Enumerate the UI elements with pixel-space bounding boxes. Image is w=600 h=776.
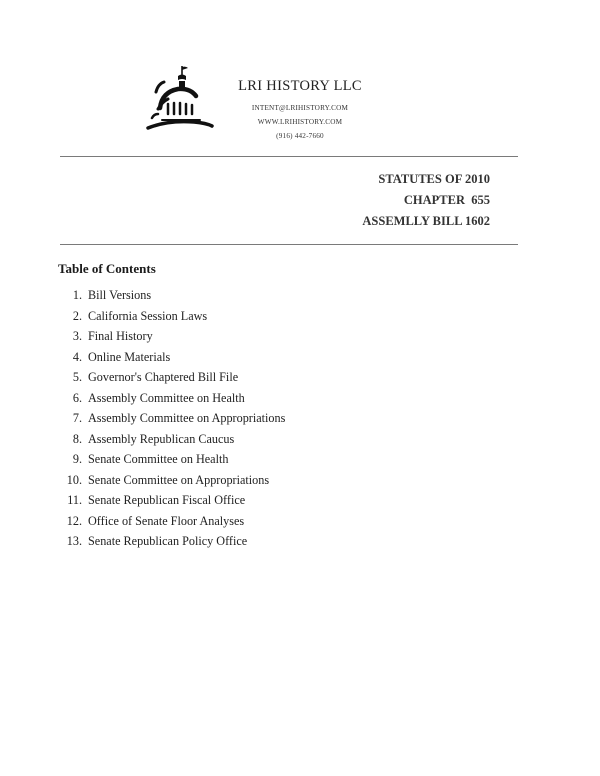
toc-item-number: 2. xyxy=(72,308,82,323)
toc-item-label: Bill Versions xyxy=(88,288,152,302)
toc-item xyxy=(58,531,285,552)
statute-block xyxy=(362,169,490,232)
toc-item xyxy=(58,449,285,470)
toc-item-number: 4. xyxy=(72,349,82,364)
statute-year: STATUTES OF 2010 xyxy=(378,172,490,186)
company-email: INTENT@LRIHISTORY.COM xyxy=(251,104,349,112)
toc-item-label: Assembly Committee on Appropriations xyxy=(88,411,286,425)
toc-item xyxy=(58,388,285,409)
statute-chapter: CHAPTER 655 xyxy=(403,193,490,207)
company-header xyxy=(210,78,390,143)
toc-item-number: 1. xyxy=(72,288,82,302)
company-phone: (916) 442-7660 xyxy=(276,132,324,140)
toc-item xyxy=(58,408,285,429)
toc-item-label: Online Materials xyxy=(88,349,171,364)
toc-item-label: Assembly Committee on Health xyxy=(88,390,245,405)
toc-item-label: California Session Laws xyxy=(88,308,208,323)
toc-item-number: 5. xyxy=(72,370,82,384)
toc-item xyxy=(58,326,285,347)
toc-item-number: 13. xyxy=(66,534,82,548)
toc-item xyxy=(58,285,285,306)
toc-item-number: 11. xyxy=(67,493,82,507)
statute-bill: ASSEMLLY BILL 1602 xyxy=(362,214,490,228)
toc-title: Table of Contents xyxy=(58,261,156,276)
toc-item xyxy=(58,511,285,532)
toc-item-number: 9. xyxy=(72,452,82,466)
top-divider xyxy=(60,156,518,157)
toc-item-label: Governor's Chaptered Bill File xyxy=(88,370,239,384)
toc-item-label: Final History xyxy=(88,329,153,343)
bottom-divider xyxy=(60,244,518,245)
toc-item-number: 10. xyxy=(66,472,82,487)
toc-item xyxy=(58,306,285,327)
toc-item-label: Senate Committee on Health xyxy=(88,452,229,466)
company-name: LRI HISTORY LLC xyxy=(238,78,362,94)
toc-item-number: 3. xyxy=(72,329,82,343)
capitol-dome-icon xyxy=(138,62,218,142)
toc-item-number: 12. xyxy=(66,513,82,528)
toc-item xyxy=(58,490,285,511)
toc-list xyxy=(58,285,285,552)
toc-item-label: Senate Committee on Appropriations xyxy=(88,472,270,487)
toc-item-number: 7. xyxy=(72,411,82,425)
toc-item-number: 8. xyxy=(72,431,82,446)
company-website: WWW.LRIHISTORY.COM xyxy=(257,118,343,126)
toc-item-label: Assembly Republican Caucus xyxy=(88,431,235,446)
toc-item xyxy=(58,367,285,388)
toc-item-label: Senate Republican Fiscal Office xyxy=(88,493,246,507)
toc-item-number: 6. xyxy=(72,390,82,405)
toc-item xyxy=(58,429,285,450)
toc-item-label: Senate Republican Policy Office xyxy=(88,534,248,548)
toc-item xyxy=(58,347,285,368)
toc-item-label: Office of Senate Floor Analyses xyxy=(88,513,245,528)
toc-item xyxy=(58,470,285,491)
